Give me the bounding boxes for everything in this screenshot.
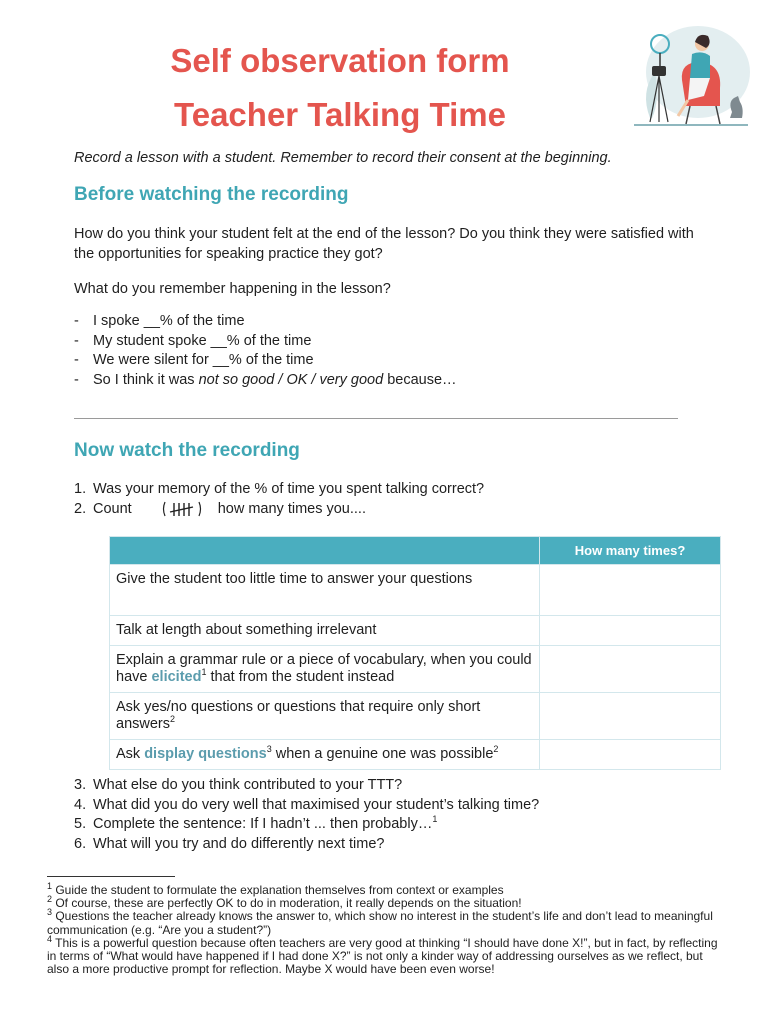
- count-cell[interactable]: [540, 646, 721, 693]
- list-item-count: 2. Count how many times you....: [74, 500, 484, 520]
- reflection-questions: [74, 776, 539, 854]
- list-item: 4. What did you do very well that maximised your student’s talking time?: [74, 796, 540, 813]
- footnote: $^2$ Of course, these are perfectly OK to do in moderation, it really depends on the situation!: [47, 894, 522, 911]
- term-display-questions: display questions: [144, 746, 267, 762]
- table-row: [110, 646, 721, 693]
- footnote-ref: 2: [493, 744, 499, 755]
- behaviour-cell: Explain a grammar rule or a piece of vocabulary, when you could have elicited$^1$ that from the student instead: [110, 646, 540, 693]
- estimate-list: [74, 312, 457, 390]
- term-elicited: elicited: [151, 669, 202, 685]
- list-item: - I spoke __% of the time: [74, 312, 457, 332]
- list-item: 6. What will you try and do differently next time?: [74, 835, 385, 852]
- observation-table: [109, 536, 721, 770]
- list-item: 1. Was your memory of the % of time you spent talking correct?: [74, 481, 485, 497]
- list-item-verdict: - So I think it was not so good / OK / very good because…: [74, 371, 457, 391]
- title-line-2: Teacher Talking Time: [174, 96, 506, 133]
- list-item: - We were silent for __% of the time: [74, 351, 457, 371]
- table-row: [110, 740, 721, 770]
- footnote: $^3$ Questions the teacher already knows the answer to, which show no interest in the student’s life and don’t lead to meaningful communication (e.g. “Are you a student?”): [47, 907, 713, 937]
- verdict-options: not so good / OK / very good: [198, 371, 384, 388]
- table-row: [110, 565, 721, 616]
- woman-recording-video-illustration: [630, 22, 752, 132]
- table-header-count: How many times?: [540, 537, 721, 565]
- count-cell[interactable]: [540, 565, 721, 616]
- table-header-blank: [110, 537, 540, 565]
- behaviour-cell: Ask display questions$^3$ when a genuine one was possible$^2$: [110, 740, 540, 770]
- footnote-ref: 3: [266, 744, 272, 755]
- intro-instruction: Record a lesson with a student. Remember to record their consent at the beginning.: [74, 150, 612, 166]
- list-item: - My student spoke __% of the time: [74, 332, 457, 352]
- footnote-ref: 1: [201, 667, 207, 678]
- list-item: 5. Complete the sentence: If I hadn’t ... then probably…$^1$: [74, 814, 438, 832]
- question-student-feeling: How do you think your student felt at the end of the lesson? Do you think they were satisfied with the opportunities for speaking practice they got?: [74, 226, 694, 262]
- list-item: 3. What else do you think contributed to your TTT?: [74, 777, 403, 793]
- count-cell[interactable]: [540, 616, 721, 646]
- question-remember: What do you remember happening in the lesson?: [74, 281, 391, 297]
- heading-watch-recording: Now watch the recording: [74, 440, 300, 461]
- behaviour-cell: Ask yes/no questions or questions that require only short answers$^2$: [110, 693, 540, 740]
- table-row: [110, 616, 721, 646]
- heading-before-watching: Before watching the recording: [74, 184, 349, 205]
- behaviour-cell: Give the student too little time to answer your questions: [110, 565, 540, 616]
- count-cell[interactable]: [540, 740, 721, 770]
- tally-marks-icon: [162, 500, 202, 520]
- watch-steps: [74, 480, 484, 519]
- behaviour-cell: Talk at length about something irrelevant: [110, 616, 540, 646]
- title-line-1: Self observation form: [170, 42, 510, 79]
- footnote-divider: [47, 876, 175, 877]
- count-cell[interactable]: [540, 693, 721, 740]
- footnotes: [47, 881, 727, 977]
- footnote-ref: 2: [170, 714, 176, 725]
- footnote: $^1$ Guide the student to formulate the explanation themselves from context or examples: [47, 881, 504, 897]
- footnote: $^4$ This is a powerful question because often teachers are very good at thinking “I should have done X!”, but in fact, by reflecting in terms of “What would have happened if I had done X?” is not only a kinder way of addressing ourselves as we reflect, but also a more productive prompt for reflection. Maybe X would have been even worse!: [47, 933, 718, 977]
- table-header-row: [110, 537, 721, 565]
- table-row: [110, 693, 721, 740]
- section-divider: [74, 418, 678, 419]
- footnote-ref: 1: [432, 814, 438, 825]
